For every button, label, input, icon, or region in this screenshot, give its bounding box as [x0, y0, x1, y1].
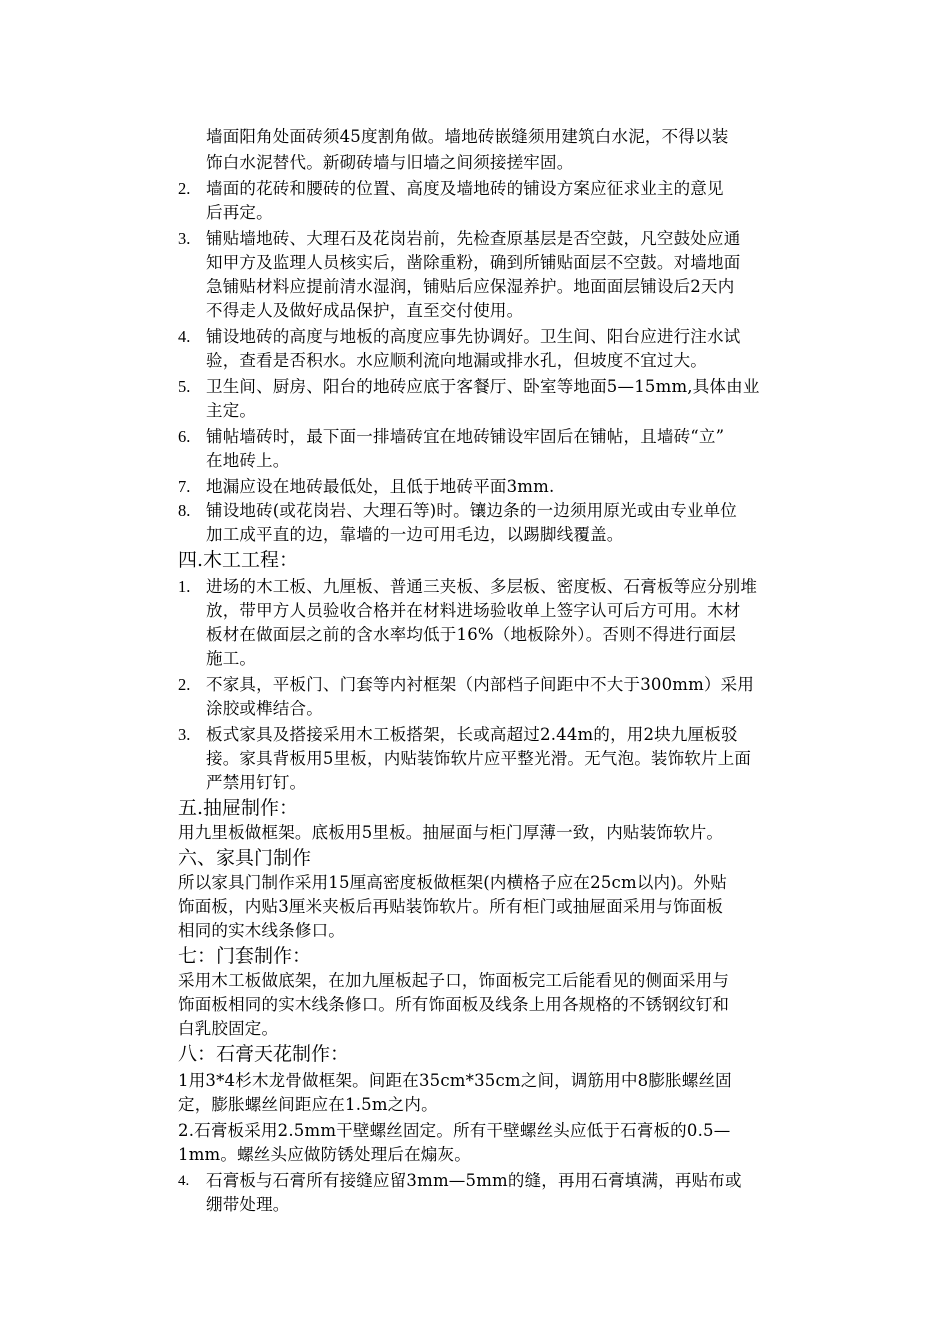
list-number: 8. [178, 501, 191, 520]
list-item-line: 接。家具背板用5里板，内贴装饰软片应平整光滑。无气泡。装饰软片上面 [206, 749, 752, 768]
paragraph-line: 定，膨胀螺丝间距应在1.5m之内。 [178, 1095, 438, 1114]
intro-line: 饰白水泥替代。新砌砖墙与旧墙之间须接搓牢固。 [206, 153, 574, 172]
list-item-line: 验，查看是否积水。水应顺利流向地漏或排水孔，但坡度不宜过大。 [206, 351, 707, 370]
list-item-line: 绷带处理。 [206, 1195, 290, 1214]
list-item-line: 加工成平直的边，靠墙的一边可用毛边，以踢脚线覆盖。 [206, 525, 624, 544]
list-item-line: 铺设地砖(或花岗岩、大理石等)时。镶边条的一边须用原光或由专业单位 [206, 501, 737, 520]
list-item-line: 放，带甲方人员验收合格并在材料进场验收单上签字认可后方可用。木材 [206, 601, 741, 620]
list-item-line: 不得走人及做好成品保护，直至交付使用。 [206, 301, 524, 320]
list-number: 5. [178, 377, 191, 396]
list-item-line: 施工。 [206, 649, 257, 668]
section-heading: 七：门套制作： [178, 945, 312, 967]
section-heading: 八：石膏天花制作： [178, 1043, 350, 1065]
paragraph-line: 饰面板，内贴3厘米夹板后再贴装饰软片。所有柜门或抽屉面采用与饰面板 [178, 897, 724, 916]
list-item-line: 知甲方及监理人员核实后，凿除重粉，确到所铺贴面层不空鼓。对墙地面 [206, 253, 741, 272]
paragraph-line: 1mm。螺丝头应做防锈处理后在煽灰。 [178, 1145, 471, 1164]
list-item-line: 主定。 [206, 401, 257, 420]
paragraph-line: 饰面板相同的实木线条修口。所有饰面板及线条上用各规格的不锈钢纹钉和 [178, 995, 730, 1014]
list-item-line: 严禁用钉钉。 [206, 773, 307, 792]
paragraph-line: 白乳胶固定。 [178, 1019, 279, 1038]
list-number: 2. [178, 179, 191, 198]
paragraph-line: 1用3*4杉木龙骨做框架。间距在35cm*35cm之间，调筋用中8膨胀螺丝固 [178, 1071, 732, 1090]
list-item-line: 铺帖墙砖时，最下面一排墙砖宜在地砖铺设牢固后在铺帖，且墙砖“立” [206, 427, 725, 446]
list-number: 7. [178, 477, 191, 496]
list-number: 1. [178, 577, 191, 596]
section-heading: 六、家具门制作 [178, 847, 312, 869]
paragraph-line: 采用木工板做底架，在加九厘板起子口，饰面板完工后能看见的侧面采用与 [178, 971, 730, 990]
paragraph-line: 所以家具门制作采用15厘高密度板做框架(内横格子应在25cm以内)。外贴 [178, 873, 727, 892]
list-number: 2. [178, 675, 191, 694]
list-number: 4. [178, 327, 191, 346]
list-item-line: 涂胶或榫结合。 [206, 699, 323, 718]
list-item-line: 后再定。 [206, 203, 273, 222]
section-heading: 五.抽屉制作： [178, 797, 299, 819]
list-item-line: 铺设地砖的高度与地板的高度应事先协调好。卫生间、阳台应进行注水试 [206, 327, 741, 346]
list-item-line: 板式家具及搭接采用木工板搭架，长或高超过2.44m的，用2块九厘板驳 [206, 725, 738, 744]
list-item-line: 不家具，平板门、门套等内衬框架（内部档子间距中不大于300mm）采用 [206, 675, 755, 694]
section-heading: 四.木工工程： [178, 549, 299, 571]
list-item-line: 板材在做面层之前的含水率均低于16%（地板除外）。否则不得进行面层 [206, 625, 737, 644]
list-item-line: 卫生间、厨房、阳台的地砖应底于客餐厅、卧室等地面5—15mm,具体由业 [206, 377, 760, 396]
list-number: 3. [178, 725, 191, 744]
paragraph-line: 相同的实木线条修口。 [178, 921, 345, 940]
list-item-line: 铺贴墙地砖、大理石及花岗岩前，先检查原基层是否空鼓，凡空鼓处应通 [206, 229, 741, 248]
paragraph-line: 用九里板做框架。底板用5里板。抽屉面与柜门厚薄一致，内贴装饰软片。 [178, 823, 724, 842]
list-item-line: 进场的木工板、九厘板、普通三夹板、多层板、密度板、石膏板等应分别堆 [206, 577, 758, 596]
list-number: 3. [178, 229, 191, 248]
list-item-line: 墙面的花砖和腰砖的位置、高度及墙地砖的铺设方案应征求业主的意见 [206, 179, 724, 198]
intro-line: 墙面阳角处面砖须45度割角做。墙地砖嵌缝须用建筑白水泥，不得以装 [206, 127, 729, 146]
list-item-line: 石膏板与石膏所有接缝应留3mm—5mm的缝，再用石膏填满，再贴布或 [206, 1171, 742, 1190]
list-item-line: 急铺贴材料应提前清水湿润，铺贴后应保湿养护。地面面层铺设后2天内 [206, 277, 735, 296]
list-item-line: 地漏应设在地砖最低处，且低于地砖平面3mm. [206, 477, 555, 496]
list-item-line: 在地砖上。 [206, 451, 290, 470]
list-number: 6. [178, 427, 191, 446]
list-number: 4. [178, 1173, 190, 1189]
paragraph-line: 2.石膏板采用2.5mm干壁螺丝固定。所有干壁螺丝头应低于石膏板的0.5— [178, 1121, 731, 1140]
